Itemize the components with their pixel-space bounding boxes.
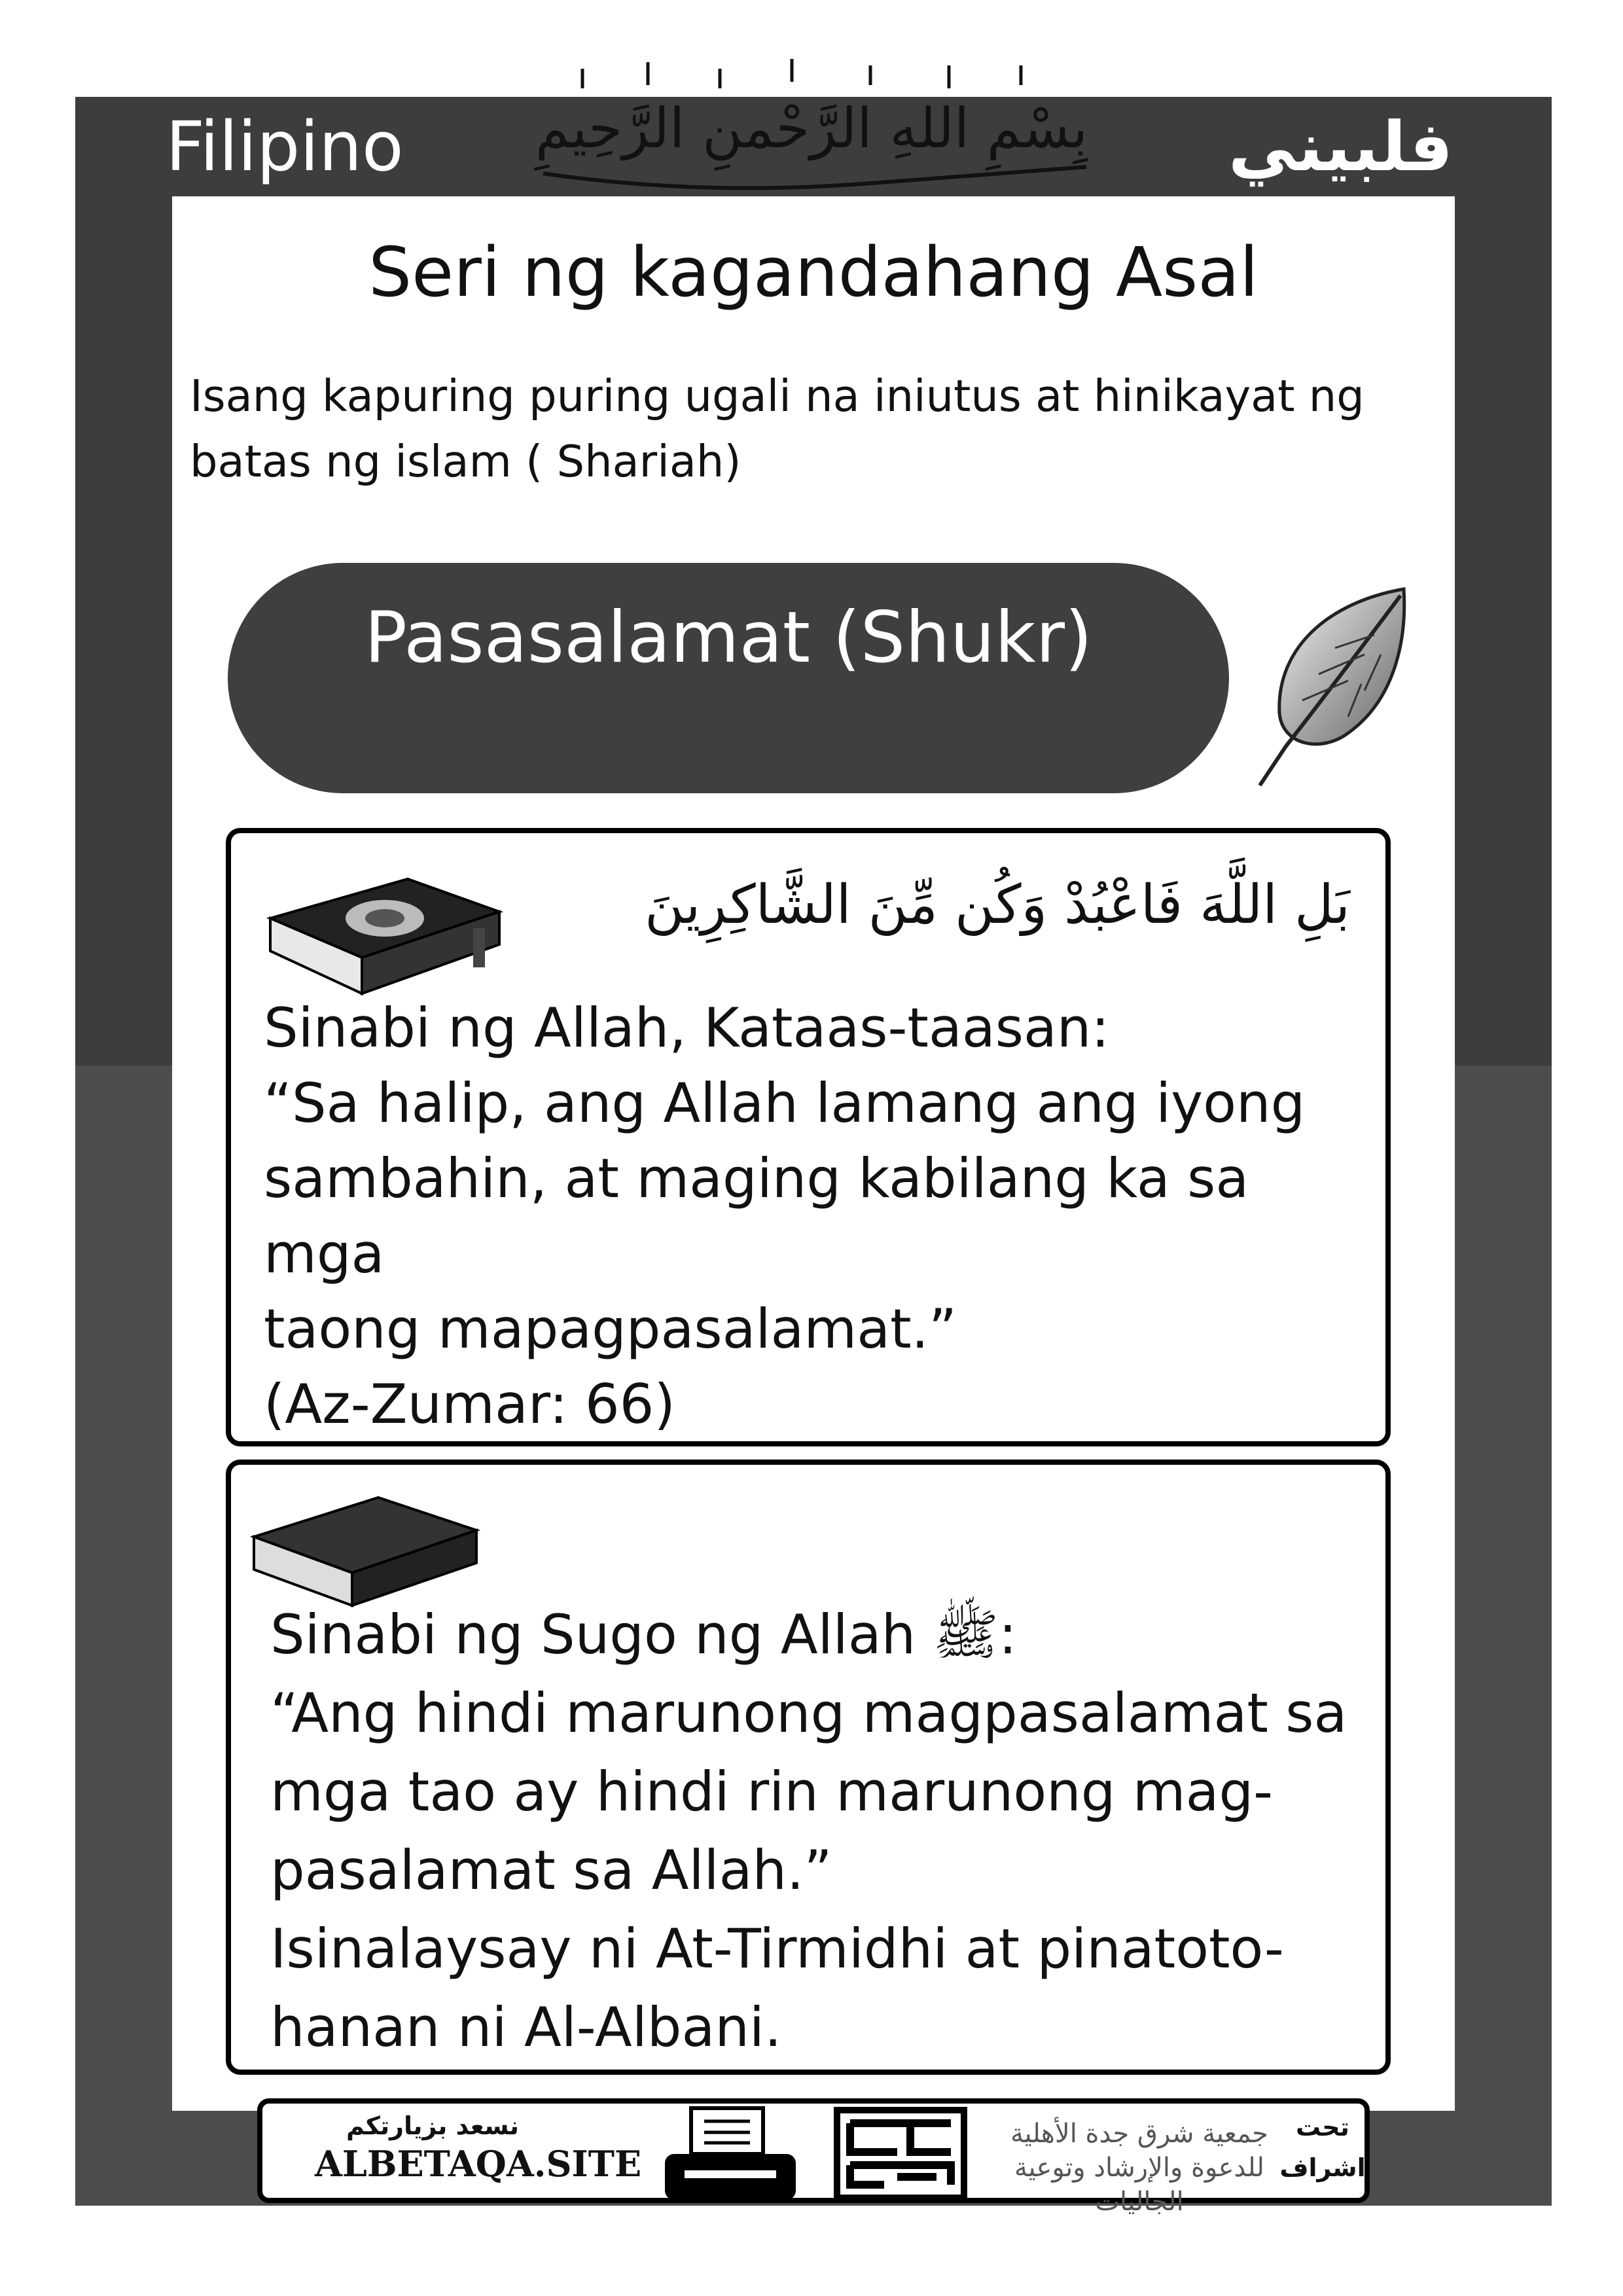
printer-icon [662,2105,812,2203]
quran-verse-arabic: بَلِ اللَّهَ فَاعْبُدْ وَكُن مِّنَ الشَّاكِرِينَ [645,874,1350,936]
supervision-label: اشراف [1279,2153,1366,2182]
quran-book-icon [257,872,506,1010]
page-title: Seri ng kagandahang Asal [368,232,1258,312]
verse-line: “Sa halip, ang Allah lamang ang iyong [264,1071,1306,1135]
verse-line: Sinabi ng Allah, Kataas-taasan: [264,996,1110,1060]
organization-line: للدعوة والإرشاد وتوعية الجاليات [1014,2153,1264,2217]
verse-line: sambahin, at maging kabilang ka sa mga [264,1147,1249,1285]
hadith-source: hanan ni Al-Albani. [270,1996,782,2059]
hadith-line: mga tao ay hindi rin marunong mag- [270,1760,1274,1823]
intro-text: Isang kapuring puring ugali na iniutus at hinikayat ng batas ng islam ( Shariah) [190,370,1364,487]
language-label-right: فلبيني [1228,107,1454,187]
hadith-box [226,1460,1391,2075]
kufic-logo [832,2105,969,2203]
hadith-text [270,1596,1383,2067]
quran-verse-box [226,828,1391,1446]
topic-title: Pasasalamat (Shukr) [364,597,1093,679]
supervision-label: تحت [1296,2113,1349,2142]
organization-line: جمعية شرق جدة الأهلية [1010,2119,1268,2149]
hadith-line: pasalamat sa Allah.” [270,1839,832,1902]
verse-line: taong mapagpasalamat.” [264,1297,957,1361]
verse-translation [264,990,1376,1442]
language-label-left: Filipino [166,107,404,187]
leaf-icon [1250,576,1414,805]
basmala-calligraphy [504,49,1119,206]
organization-name [995,2117,1283,2219]
closed-book-icon [247,1484,483,1609]
language-tab-arabic [1130,97,1552,196]
footer-site-link[interactable]: ALBETAQA.SITE [315,2143,642,2185]
basmala-text: بِسْمِ اللهِ الرَّحْمنِ الرَّحِيمِ [535,96,1088,160]
topic-banner [228,563,1229,793]
footer-bar [257,2098,1370,2217]
verse-reference: (Az-Zumar: 66) [264,1372,675,1436]
hadith-source: Isinalaysay ni At-Tirmidhi at pinatoto- [270,1917,1284,1981]
language-tab-filipino [75,97,494,196]
hadith-line: “Ang hindi marunong magpasalamat sa [270,1681,1347,1745]
hadith-line: Sinabi ng Sugo ng Allah ﷺ: [270,1603,1017,1666]
footer-thanks: نسعد بزيارتكم [346,2111,520,2140]
